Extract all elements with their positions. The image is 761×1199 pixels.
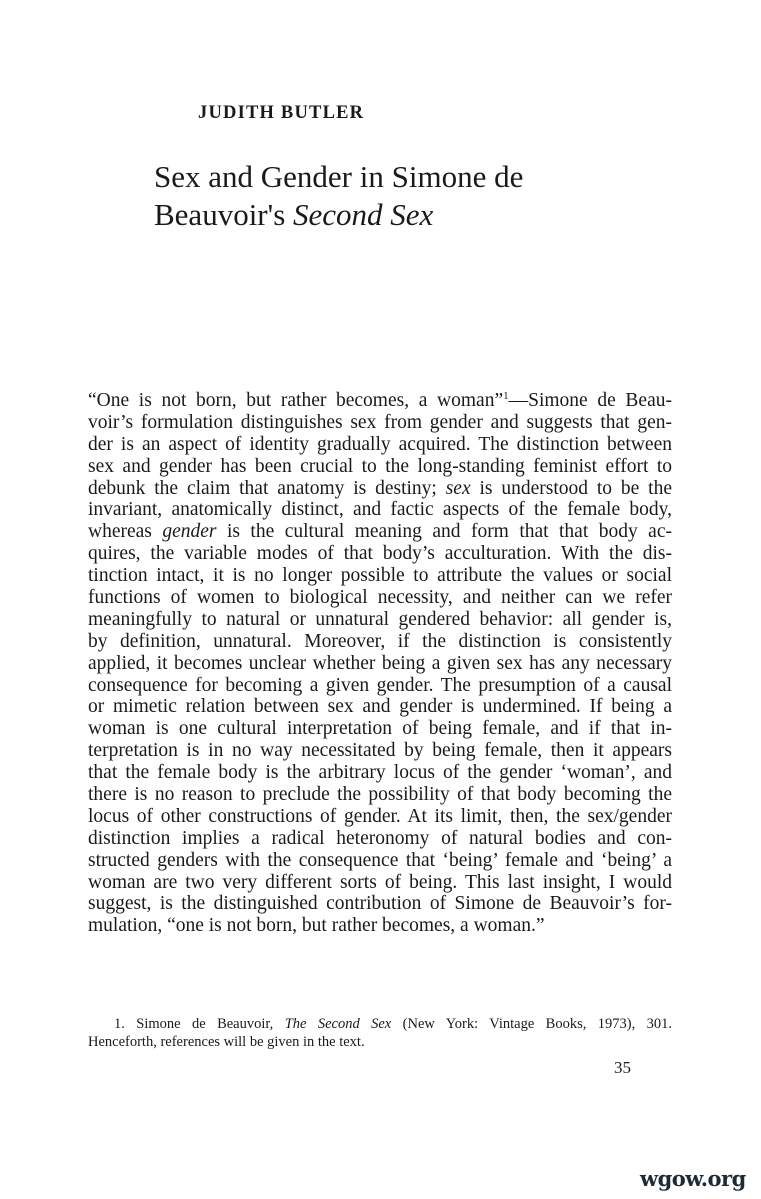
body-line: applied, it becomes unclear whether being a given sex has any necessary [88,652,672,674]
body-line: consequence for becoming a given gender. The presumption of a causal [88,674,672,696]
body-line: or mimetic relation between sex and gender is undermined. If being a [88,696,672,718]
footnote [88,1015,672,1051]
body-line: woman is one cultural interpretation of being female, and if that in- [88,718,672,740]
page-number: 35 [614,1058,631,1077]
body-line: sex and gender has been crucial to the long-standing feminist effort to [88,455,672,477]
emphasized-term: gender [162,521,217,543]
title-line-2-prefix: Beauvoir's [154,197,294,232]
body-line: distinction implies a radical heteronomy of natural bodies and con- [88,827,672,849]
body-line: der is an aspect of identity gradually acquired. The distinction between [88,433,672,455]
body-line: by definition, unnatural. Moreover, if the distinction is consistently [88,630,672,652]
body-line: mulation, “one is not born, but rather becomes, a woman.” [88,915,545,937]
body-line [88,478,672,500]
body-line-text: is the cultural meaning and form that that body ac- [216,521,672,543]
body-line: meaningfully to natural or unnatural gendered behavior: all gender is, [88,608,672,630]
body-line: there is no reason to preclude the possibility of that body becoming the [88,784,672,806]
body-line-text: is understood to be the [470,477,672,499]
body-line: locus of other constructions of gender. At its limit, then, the sex/gender [88,805,672,827]
body-line: functions of women to biological necessity, and neither can we refer [88,587,672,609]
body-line: that the female body is the arbitrary locus of the gender ‘woman’, and [88,762,672,784]
body-line: invariant, anatomically distinct, and factic aspects of the female body, [88,499,672,521]
footnote-line-2: Henceforth, references will be given in the text. [88,1034,365,1050]
body-line: quires, the variable modes of that body’s acculturation. With the dis- [88,543,672,565]
body-line: suggest, is the distinguished contribution of Simone de Beauvoir’s for- [88,893,672,915]
body-line: structed genders with the consequence that ‘being’ female and ‘being’ a [88,849,672,871]
body-line: tinction intact, it is no longer possible to attribute the values or social [88,565,672,587]
author-name: JUDITH BUTLER [198,103,365,123]
body-line [88,521,672,543]
footnote-book-title: The Second Sex [284,1016,392,1032]
footnote-line-1 [88,1015,672,1033]
footnote-citation-prefix: 1. Simone de Beauvoir, [114,1016,285,1032]
body-line-text: —Simone de Beau- [508,390,672,411]
title-line-2-italic: Second Sex [293,197,434,232]
body-line [88,390,672,412]
article-title [154,158,523,234]
body-line-text: debunk the claim that anatomy is destiny; [88,477,446,499]
body-line: woman are two very different sorts of being. This last insight, I would [88,871,672,893]
body-paragraph [88,390,672,937]
watermark-logo: wgow.org [640,1166,746,1191]
footnote-citation-suffix: (New York: Vintage Books, 1973), 301. [391,1016,673,1032]
footnote-reference[interactable]: 1 [503,390,509,402]
body-line: terpretation is in no way necessitated by being female, then it appears [88,740,672,762]
emphasized-term: sex [445,477,471,499]
title-line-1: Sex and Gender in Simone de [154,159,524,194]
body-line-text: whereas [88,521,163,543]
body-line: voir’s formulation distinguishes sex from gender and suggests that gen- [88,411,672,433]
body-line-text: “One is not born, but rather becomes, a woman” [88,390,504,411]
